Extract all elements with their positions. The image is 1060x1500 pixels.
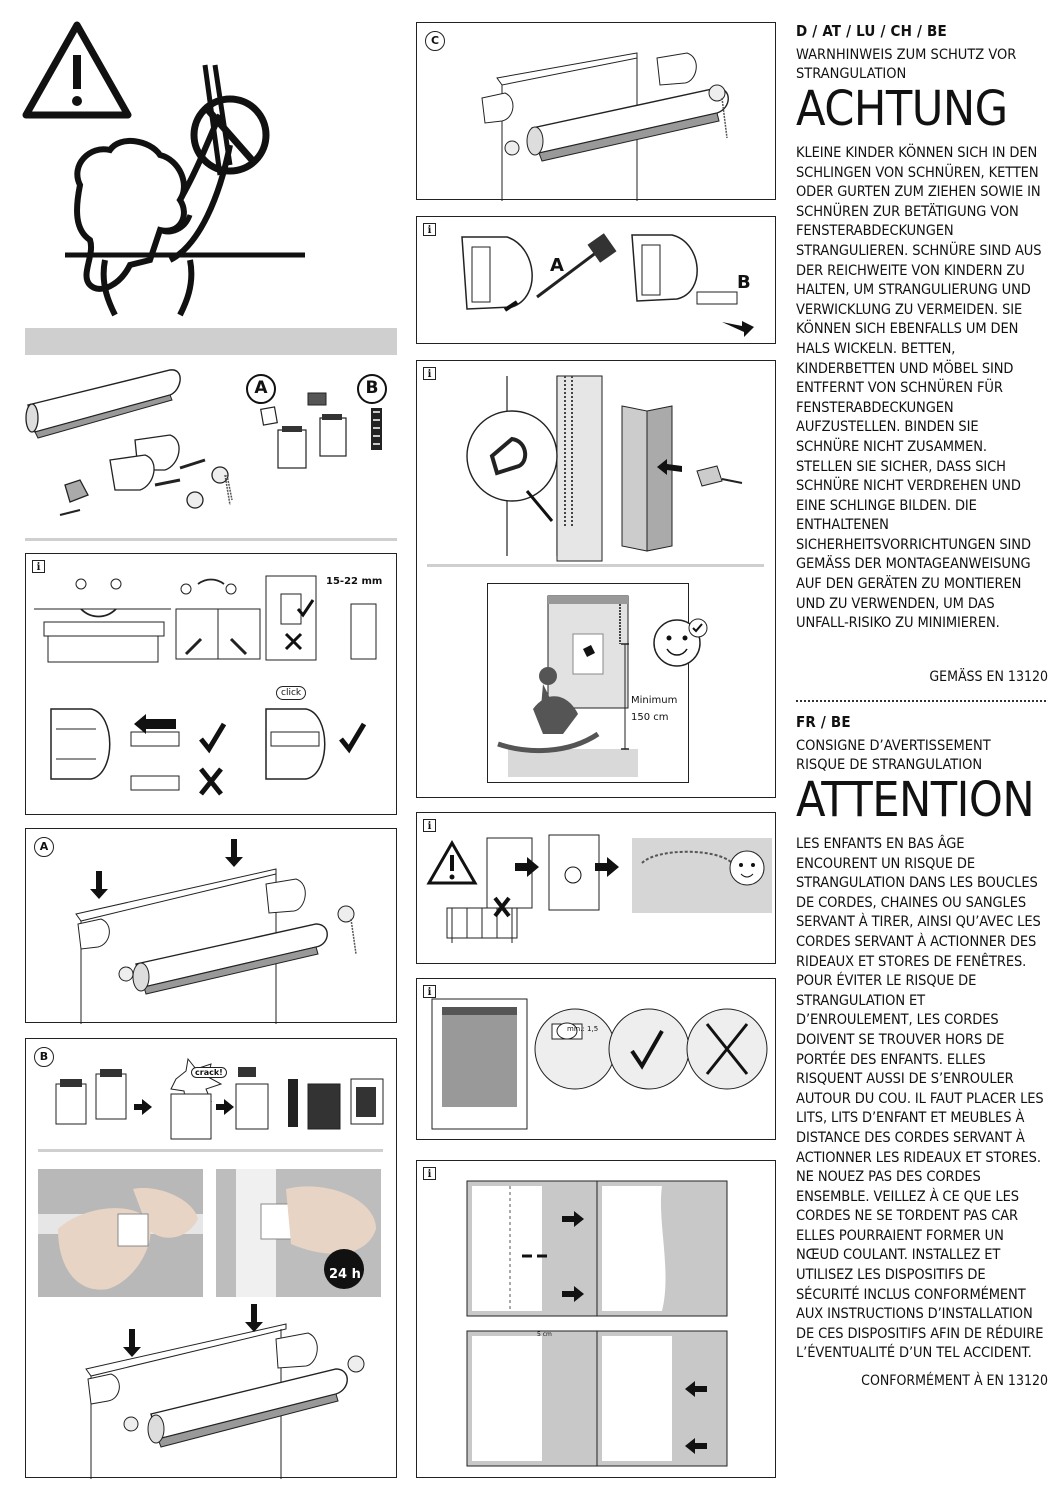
info-badge: i — [423, 1167, 436, 1180]
info-badge: i — [423, 223, 436, 236]
info-badge: i — [423, 367, 436, 380]
parts-overview — [20, 360, 400, 535]
crack-label: crack! — [191, 1067, 227, 1078]
french-warning — [796, 713, 1048, 1364]
panel-fabric-fit — [416, 1160, 776, 1478]
step-label-b: B — [34, 1047, 54, 1067]
mount-b-rail-drawing — [26, 1039, 398, 1479]
panel-chain-safety — [416, 360, 776, 798]
french-subtitle: CONSIGNE D’AVERTISSEMENT RISQUE DE STRANGULATION — [796, 738, 991, 773]
step-label-c: C — [425, 31, 445, 51]
panel-bracket-release — [416, 216, 776, 344]
keep-away-drawing — [417, 813, 777, 965]
panel-mount-c — [416, 22, 776, 200]
release-label-a: A — [550, 255, 564, 276]
french-norm: CONFORMÉMENT À EN 13120 — [861, 1373, 1048, 1389]
fabric-fit-drawing — [417, 1161, 777, 1479]
baby-face-icon — [417, 361, 777, 799]
german-lang-codes: D / AT / LU / CH / BE — [796, 22, 947, 40]
panel-mount-b — [25, 1038, 397, 1478]
german-body: KLEINE KINDER KÖNNEN SICH IN DEN SCHLINGEN VON SCHNÜREN, KETTEN ODER GURTEN ZUM ZIEHEN SOWIE IN SCHNÜREN ZUR BETÄTIGUNG VON FENSTERABDECKUNGEN STRANGULIEREN. SCHNÜRE SIND AUS DER REICHWEITE VON KINDERN ZU HALTEN, UM STRANGULIERUNG UND VERWICKLUNG ZU VERMEIDEN. SIE KÖNNEN SICH EBENFALLS UM DEN HALS WICKELN. BETTEN, KINDERBETTEN UND MÖBEL SIND ENTFERNT VON SCHNÜREN FÜR FENSTERABDECKUNGEN AUFZUSTELLEN. BINDEN SIE SCHNÜRE NICHT ZUSAMMEN. STELLEN SIE SICHER, DASS SICH SCHNÜRE NICHT VERDREHEN UND EINE SCHLINGE BILDEN. DIE ENTHALTENEN SICHERHEITSVORRICHTUNGEN SIND GEMÄSS DER MONTAGEANWEISUNG AUF DEN GERÄTEN ZU MONTIEREN UND ZU VERWENDEN, UM DAS UNFALL-RISIKO ZU MINIMIEREN. — [796, 145, 1042, 632]
release-label-b: B — [737, 272, 751, 293]
thin-divider — [25, 538, 397, 541]
click-label: click — [276, 686, 306, 700]
german-norm: GEMÄSS EN 13120 — [929, 669, 1048, 685]
german-subtitle: WARNHINWEIS ZUM SCHUTZ VOR STRANGULATION — [796, 47, 1017, 82]
german-warning — [796, 22, 1048, 634]
child-strangulation-warning-drawing — [20, 15, 320, 320]
mount-c-drawing — [417, 23, 777, 201]
dotted-divider — [796, 700, 1046, 702]
french-lang-codes: FR / BE — [796, 713, 851, 731]
bracket-release-drawing — [417, 217, 777, 345]
step-label-a: A — [34, 837, 54, 857]
info-badge: i — [32, 560, 45, 573]
panel-roll-minimum — [416, 978, 776, 1140]
parts-label-a: A — [246, 374, 276, 404]
info-badge: i — [423, 985, 436, 998]
minimum-value: 150 cm — [631, 712, 669, 723]
section-divider-bar — [25, 328, 397, 355]
roll-minimum-drawing — [417, 979, 777, 1141]
french-body: LES ENFANTS EN BAS ÂGE ENCOURENT UN RISQUE DE STRANGULATION DANS LES BOUCLES DE CORDES, CHAINES OU SANGLES SERVANT À TIRER, AINSI QU’AVEC LES CORDES SERVANT À ACTIONNER DES RIDEAUX ET STORES DE FENÊTRES. POUR ÉVITER LE RISQUE DE STRANGULATION ET D’ENROULEMENT, LES CORDES DOIVENT SE TROUVER HORS DE PORTÉE DES ENFANTS. ELLES RISQUENT AUSSI DE S’ENROULER AUTOUR DU COU. IL FAUT PLACER LES LITS, LITS D’ENFANT ET MEUBLES À DISTANCE DES CORDES SERVANT À ACTIONNER LES RIDEAUX ET STORES. NE NOUEZ PAS DES CORDES ENSEMBLE. VEILLEZ À CE QUE LES CORDES NE SE TORDENT PAS CAR ELLES POURRAIENT FORMER UN NŒUD COULANT. INSTALLEZ ET UTILISEZ LES DISPOSITIFS DE SÉCURITÉ INCLUS CONFORMÉMENT AUX INSTRUCTIONS D’INSTALLATION DE CES DISPOSITIFS AFIN DE RÉDUIRE L’ÉVENTUALITÉ D’UN TEL ACCIDENT. — [796, 836, 1044, 1362]
panel-bracket-orientation — [25, 553, 397, 815]
five-cm-label: 5 cm — [537, 1331, 552, 1338]
bracket-orientation-drawing — [26, 554, 398, 816]
parts-drawing — [20, 360, 400, 535]
minimum-label: Minimum — [631, 695, 678, 706]
mount-a-drawing — [26, 829, 398, 1024]
french-heading: ATTENTION — [796, 772, 1035, 828]
bracket-gap-label: 15-22 mm — [326, 576, 383, 587]
cure-time-label: 24 h — [329, 1267, 361, 1282]
warning-illustration — [20, 15, 320, 320]
parts-label-b: B — [357, 374, 387, 404]
german-heading: ACHTUNG — [796, 81, 1008, 137]
info-badge: i — [423, 819, 436, 832]
min-height-label: min.: 1,5 — [567, 1025, 599, 1033]
panel-mount-a — [25, 828, 397, 1023]
panel-keep-away — [416, 812, 776, 964]
